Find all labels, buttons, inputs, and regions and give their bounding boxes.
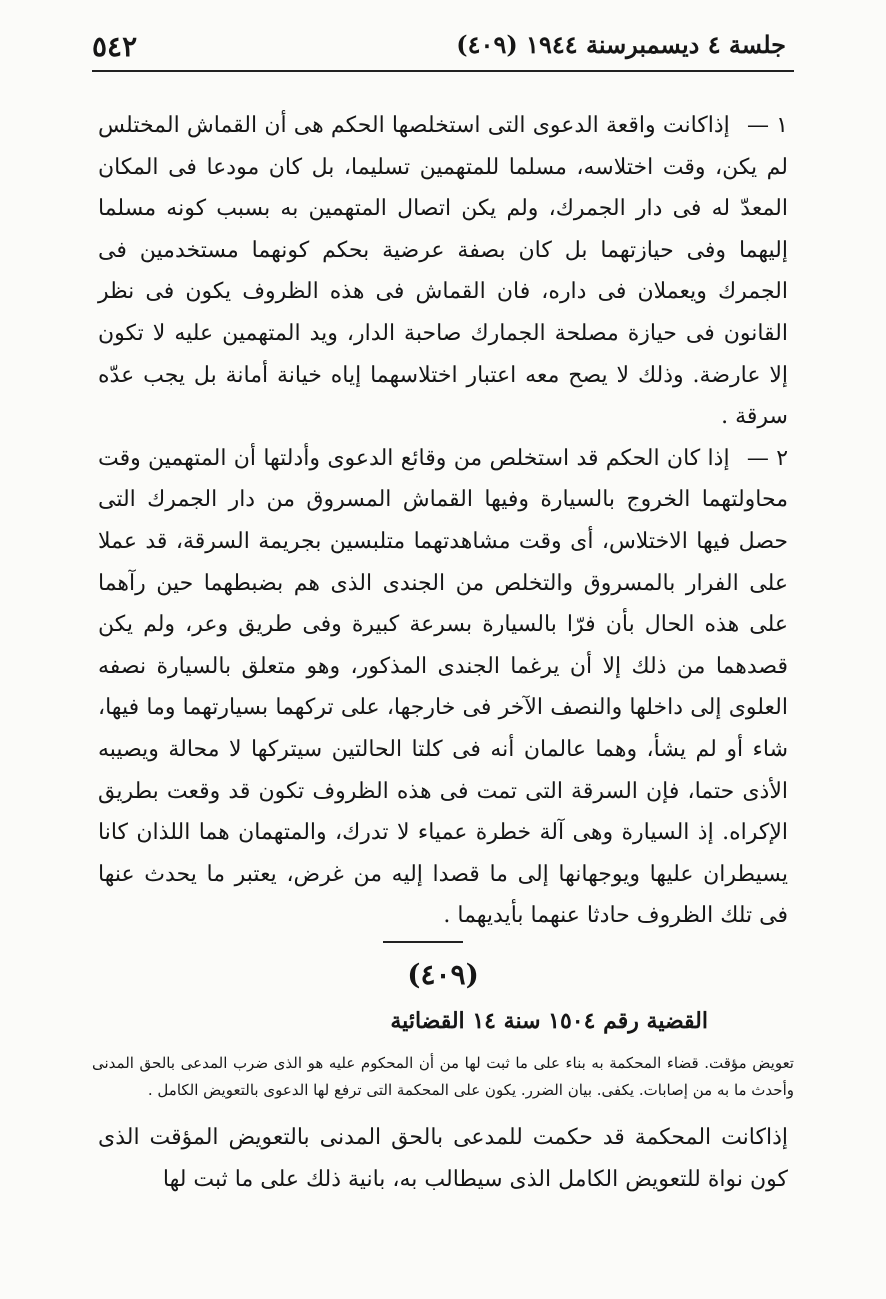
- paragraph-number: ٢ —: [746, 445, 789, 471]
- section-divider: [383, 941, 463, 943]
- case-summary: تعويض مؤقت. قضاء المحكمة به بناء على ما ثبت لها من أن المحكوم عليه هو الذى ضرب المدعى بالحق المدنى وأحدث ما به من إصابات. يكفى. بيان الضرر. يكون على المحكمة التى ترفع لها الدعوى بالتعويض الكامل .: [92, 1054, 794, 1099]
- page-header: [92, 28, 786, 72]
- case-holding: إذاكانت المحكمة قد حكمت للمدعى بالحق المدنى بالتعويض المؤقت الذى كون نواة للتعويض الكامل الذى سيطالب به، بانية ذلك على ما ثبت لها: [98, 1125, 788, 1192]
- paragraph-number: ١ —: [746, 113, 788, 138]
- paragraph-text: إذا كان الحكم قد استخلص من وقائع الدعوى وأدلتها أن المتهمين وقت محاولتهما الخروج بالسيارة وفيها القماش المسروق من دار الجمرك التى حصل فيها الاختلاس، أى وقت مشاهدتهما متلبسين بجريمة السرقة، قد عملا على الفرار بالمسروق والتخلص من الجندى الذى هم بضبطهما حين رآهما على هذه الحال بأن فرّا بالسيارة بسرعة كبيرة وفى طريق وعر، ولم يكن قصدهما من ذلك إلا أن يرغما الجندى المذكور، وهو متعلق بالسيارة نصفه العلوى إلى داخلها والنصف الآخر فى خارجها، على تركهما بسيارتهما وما فيها، شاء أو لم يشأ، وهما عالمان أنه فى كلتا الحالتين سيتركها لا محالة ويصيبه الأذى حتما، فإن السرقة التى تمت فى هذه الظروف تكون قد وقعت بطريق الإكراه. إذ السيارة وهى آلة خطرة عمياء لا تدرك، والمتهمان هما اللذان كانا يسيطران عليها ويوجهانها إلى ما قصدا إليه من غرض، يعتبر ما يحدث عنها فى تلك الظروف حادثا عنهما بأيديهما .: [98, 445, 788, 929]
- page-number: ٥٤٢: [92, 30, 138, 63]
- case-number: (٤٠٩): [407, 958, 479, 991]
- paragraph-text: إذاكانت واقعة الدعوى التى استخلصها الحكم هى أن القماش المختلس لم يكن، وقت اختلاسه، مسلما للمتهمين تسليما، بل كان مودعا فى المكان المعدّ له فى دار الجمرك، ولم يكن اتصال المتهمين به بسبب كونه مسلما إليهما وفى حيازتهما بل كان بصفة عرضية بحكم كونهما مستخدمين فى الجمرك ويعملان فى داره، فان القماش فى هذه الظروف يكون فى نظر القانون فى حيازة مصلحة الجمارك صاحبة الدار، ويد المتهمين عليه لا تكون إلا عارضة. وذلك لا يصح معه اعتبار اختلاسهما إياه خيانة أمانة بل يجب عدّه سرقة .: [98, 113, 788, 430]
- ruling-text: [98, 105, 788, 937]
- case-reference: القضية رقم ١٥٠٤ سنة ١٤ القضائية: [390, 1008, 708, 1034]
- ruling-paragraph-2: [98, 438, 788, 937]
- running-title: جلسة ٤ ديسمبرسنة ١٩٤٤ (٤٠٩): [456, 30, 786, 59]
- header-rule: [92, 70, 794, 72]
- ruling-paragraph-1: [98, 105, 788, 438]
